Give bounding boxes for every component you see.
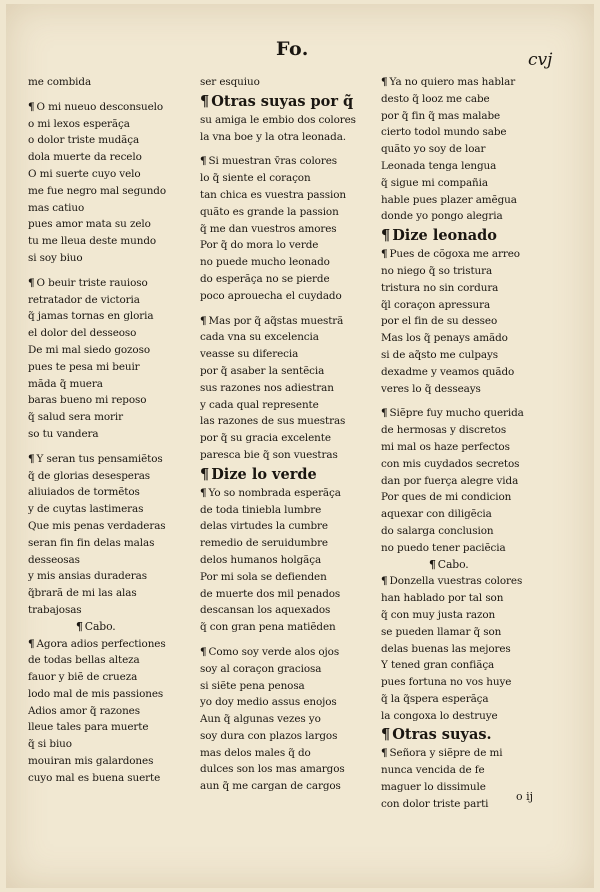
verse-line: aquexar con diligẽcia	[381, 508, 492, 521]
verse-line: q̃brarã de mi las alas	[28, 587, 137, 600]
verse-line: lo q̃ siente el coraçon	[200, 172, 311, 185]
verse-line: Por ques de mi condicion	[381, 491, 512, 504]
verse-line: dexadme y veamos quãdo	[381, 365, 515, 378]
verse-line: mas delos males q̃ do	[200, 746, 311, 759]
verse-line: Leonada tenga lengua	[381, 159, 497, 172]
verse-line: De mi mal siedo gozoso	[28, 343, 150, 356]
verse-line: Y tened gran confiãça	[381, 659, 495, 672]
stanza-gap	[28, 91, 196, 99]
verse-line: hable pues plazer amẽgua	[381, 193, 517, 206]
verse-line: q̃ con gran pena matiẽden	[200, 621, 336, 634]
verse-line: so tu vandera	[28, 427, 99, 440]
verse-line: su amiga le embio dos colores	[200, 113, 356, 126]
verse-line: q̃ si biuo	[28, 738, 72, 751]
cabo-heading: ¶ Cabo.	[381, 557, 561, 574]
verse-line: me fue negro mal segundo	[28, 184, 167, 197]
verse-line: con dolor triste parti	[381, 797, 489, 810]
verse-line: ¶ Ya no quiero mas hablar	[381, 74, 561, 91]
verse-line: ser esquiuo	[200, 76, 260, 88]
verse-line: por el fin de su desseo	[381, 315, 498, 328]
verse-line: q̃ con muy justa razon	[381, 608, 496, 621]
verse-line: de hermosas y discretos	[381, 424, 507, 437]
section-heading: ¶ Otras suyas por q̃	[200, 91, 376, 112]
verse-line: baras bueno mi reposo	[28, 394, 147, 407]
verse-line: Aun q̃ algunas vezes yo	[200, 713, 321, 726]
stanza-gap	[200, 636, 376, 644]
verse-line: delas buenas las mejores	[381, 642, 511, 655]
verse-line: si siẽte pena penosa	[200, 679, 305, 692]
verse-line: q̃ salud sera morir	[28, 411, 123, 424]
verse-line: lodo mal de mis passiones	[28, 687, 164, 700]
signature-mark: o ij	[516, 790, 534, 803]
verse-line: la congoxa lo destruye	[381, 709, 498, 722]
verse-line: soy dura con plazos largos	[200, 729, 338, 742]
stanza-gap	[200, 145, 376, 153]
verse-line: ¶ Agora adios perfectiones	[28, 636, 196, 653]
verse-line: do esperãça no se pierde	[200, 272, 330, 285]
stanza-gap	[381, 397, 561, 405]
verse-line: han hablado por tal son	[381, 592, 504, 605]
verse-line: Por q̃ do mora lo verde	[200, 239, 319, 252]
verse-line: ¶ Pues de cõgoxa me arreo	[381, 246, 561, 263]
verse-line: cuyo mal es buena suerte	[28, 771, 161, 784]
verse-line: lleue tales para muerte	[28, 721, 149, 734]
verse-line: no puede mucho leonado	[200, 256, 330, 269]
verse-line: desto q̃ looz me cabe	[381, 92, 490, 105]
verse-line: ¶ Como soy verde alos ojos	[200, 644, 376, 661]
verse-line: el dolor del desseoso	[28, 327, 137, 340]
verse-line: tristura no sin cordura	[381, 281, 499, 294]
verse-line: ¶ Señora y siẽpre de mi	[381, 745, 561, 762]
verse-line: mãda q̃ muera	[28, 377, 103, 390]
verse-line: se pueden llamar q̃ son	[381, 625, 502, 638]
verse-line: aliuiados de tormẽtos	[28, 486, 140, 499]
verse-line: por q̃ fin q̃ mas malabe	[381, 109, 501, 122]
verse-line: nunca vencida de fe	[381, 764, 485, 777]
verse-line: delos humanos holgãça	[200, 553, 322, 566]
verse-line: aun q̃ me cargan de cargos	[200, 780, 341, 793]
verse-line: O mi suerte cuyo velo	[28, 167, 141, 180]
verse-line: y mis ansias duraderas	[28, 570, 147, 583]
verse-line: ¶ Yo so nombrada esperãça	[200, 485, 376, 502]
verse-line: la vna boe y la otra leonada.	[200, 130, 346, 143]
verse-line: donde yo pongo alegria	[381, 210, 503, 223]
verse-line: no niego q̃ so tristura	[381, 264, 493, 277]
verse-line: cierto todol mundo sabe	[381, 126, 507, 139]
verse-line: mouiran mis galardones	[28, 755, 154, 768]
verse-line: ¶ Donzella vuestras colores	[381, 573, 561, 590]
verse-line: quãto es grande la passion	[200, 205, 339, 218]
stanza-gap	[28, 443, 196, 451]
verse-line: de toda tiniebla lumbre	[200, 503, 322, 516]
stanza-gap	[200, 305, 376, 313]
cabo-heading: ¶ Cabo.	[28, 619, 196, 636]
verse-line: retratador de victoria	[28, 293, 140, 306]
verse-line: quãto yo soy de loar	[381, 143, 486, 156]
verse-line: si soy biuo	[28, 251, 83, 264]
verse-line: poco aprouecha el cuydado	[200, 289, 342, 302]
verse-line: ¶ O beuir triste rauioso	[28, 275, 196, 292]
verse-line: dan por fuerça alegre vida	[381, 474, 519, 487]
verse-line: ¶ O mi nueuo desconsuelo	[28, 99, 196, 116]
verse-line: me combida	[28, 76, 92, 88]
verse-line: veres lo q̃ desseays	[381, 382, 481, 395]
section-heading: ¶ Dize leonado	[381, 225, 561, 246]
verse-line: q̃ la q̃spera esperãça	[381, 692, 489, 705]
verse-line: paresca bie q̃ son vuestras	[200, 448, 338, 461]
verse-line: por q̃ asaber la sentẽcia	[200, 364, 325, 377]
text-column-right	[381, 74, 561, 813]
verse-line: do salarga conclusion	[381, 524, 494, 537]
verse-line: ¶ Y seran tus pensamiẽtos	[28, 451, 196, 468]
verse-line: trabajosas	[28, 603, 82, 616]
verse-line: fauor y biẽ de crueza	[28, 671, 138, 684]
verse-line: no puedo tener paciẽcia	[381, 541, 506, 554]
verse-line: q̃ me dan vuestros amores	[200, 222, 337, 235]
page-header-title: Fo.	[276, 38, 309, 60]
verse-line: tan chica es vuestra passion	[200, 188, 346, 201]
verse-line: seran fin fin delas malas	[28, 536, 155, 549]
verse-line: dulces son los mas amargos	[200, 763, 345, 776]
verse-line: Por mi sola se defienden	[200, 570, 327, 583]
verse-line: o dolor triste mudãça	[28, 134, 140, 147]
verse-line: veasse su diferecia	[200, 348, 299, 361]
verse-line: dola muerte da recelo	[28, 151, 142, 164]
verse-line: q̃ sigue mi compañia	[381, 176, 488, 189]
verse-line: q̃l coraçon apressura	[381, 298, 491, 311]
stanza-gap	[28, 267, 196, 275]
verse-line: tu me lleua deste mundo	[28, 235, 157, 248]
verse-line: delas virtudes la cumbre	[200, 520, 328, 533]
verse-line: Mas los q̃ penays amãdo	[381, 332, 508, 345]
verse-line: ¶ Siẽpre fuy mucho querida	[381, 405, 561, 422]
verse-line: maguer lo dissimule	[381, 781, 486, 794]
section-heading: ¶ Otras suyas.	[381, 724, 561, 745]
verse-line: q̃ jamas tornas en gloria	[28, 310, 154, 323]
verse-line: soy al coraçon graciosa	[200, 662, 322, 675]
verse-line: remedio de seruidumbre	[200, 537, 328, 550]
verse-line: mas catiuo	[28, 201, 85, 214]
verse-line: Adios amor q̃ razones	[28, 704, 140, 717]
verse-line: ¶ Si muestran v̄ras colores	[200, 153, 376, 170]
verse-line: las razones de sus muestras	[200, 415, 346, 428]
text-column-middle	[200, 74, 376, 795]
verse-line: pues te pesa mi beuir	[28, 360, 140, 373]
verse-line: y cada qual represente	[200, 398, 319, 411]
folio-number: cvj	[528, 50, 553, 70]
verse-line: pues amor mata su zelo	[28, 218, 151, 231]
verse-line: de todas bellas alteza	[28, 654, 140, 667]
verse-line: descansan los aquexados	[200, 604, 331, 617]
verse-line: pues fortuna no vos huye	[381, 676, 512, 689]
verse-line: ¶ Mas por q̃ aq̃stas muestrã	[200, 313, 376, 330]
verse-line: con mis cuydados secretos	[381, 457, 520, 470]
text-column-left	[28, 74, 196, 787]
verse-line: mi mal os haze perfectos	[381, 440, 510, 453]
verse-line: desseosas	[28, 553, 80, 566]
section-heading: ¶ Dize lo verde	[200, 464, 376, 485]
verse-line: cada vna su excelencia	[200, 331, 319, 344]
verse-line: de muerte dos mil penados	[200, 587, 341, 600]
verse-line: y de cuytas lastimeras	[28, 503, 144, 516]
verse-line: si de aq̃sto me culpays	[381, 348, 498, 361]
verse-line: q̃ de glorias desesperas	[28, 469, 151, 482]
book-page	[6, 4, 594, 888]
verse-line: o mi lexos esperãça	[28, 117, 130, 130]
verse-line: Que mis penas verdaderas	[28, 519, 166, 532]
verse-line: por q̃ su gracia excelente	[200, 432, 331, 445]
verse-line: sus razones nos adiestran	[200, 381, 334, 394]
verse-line: yo doy medio assus enojos	[200, 696, 337, 709]
